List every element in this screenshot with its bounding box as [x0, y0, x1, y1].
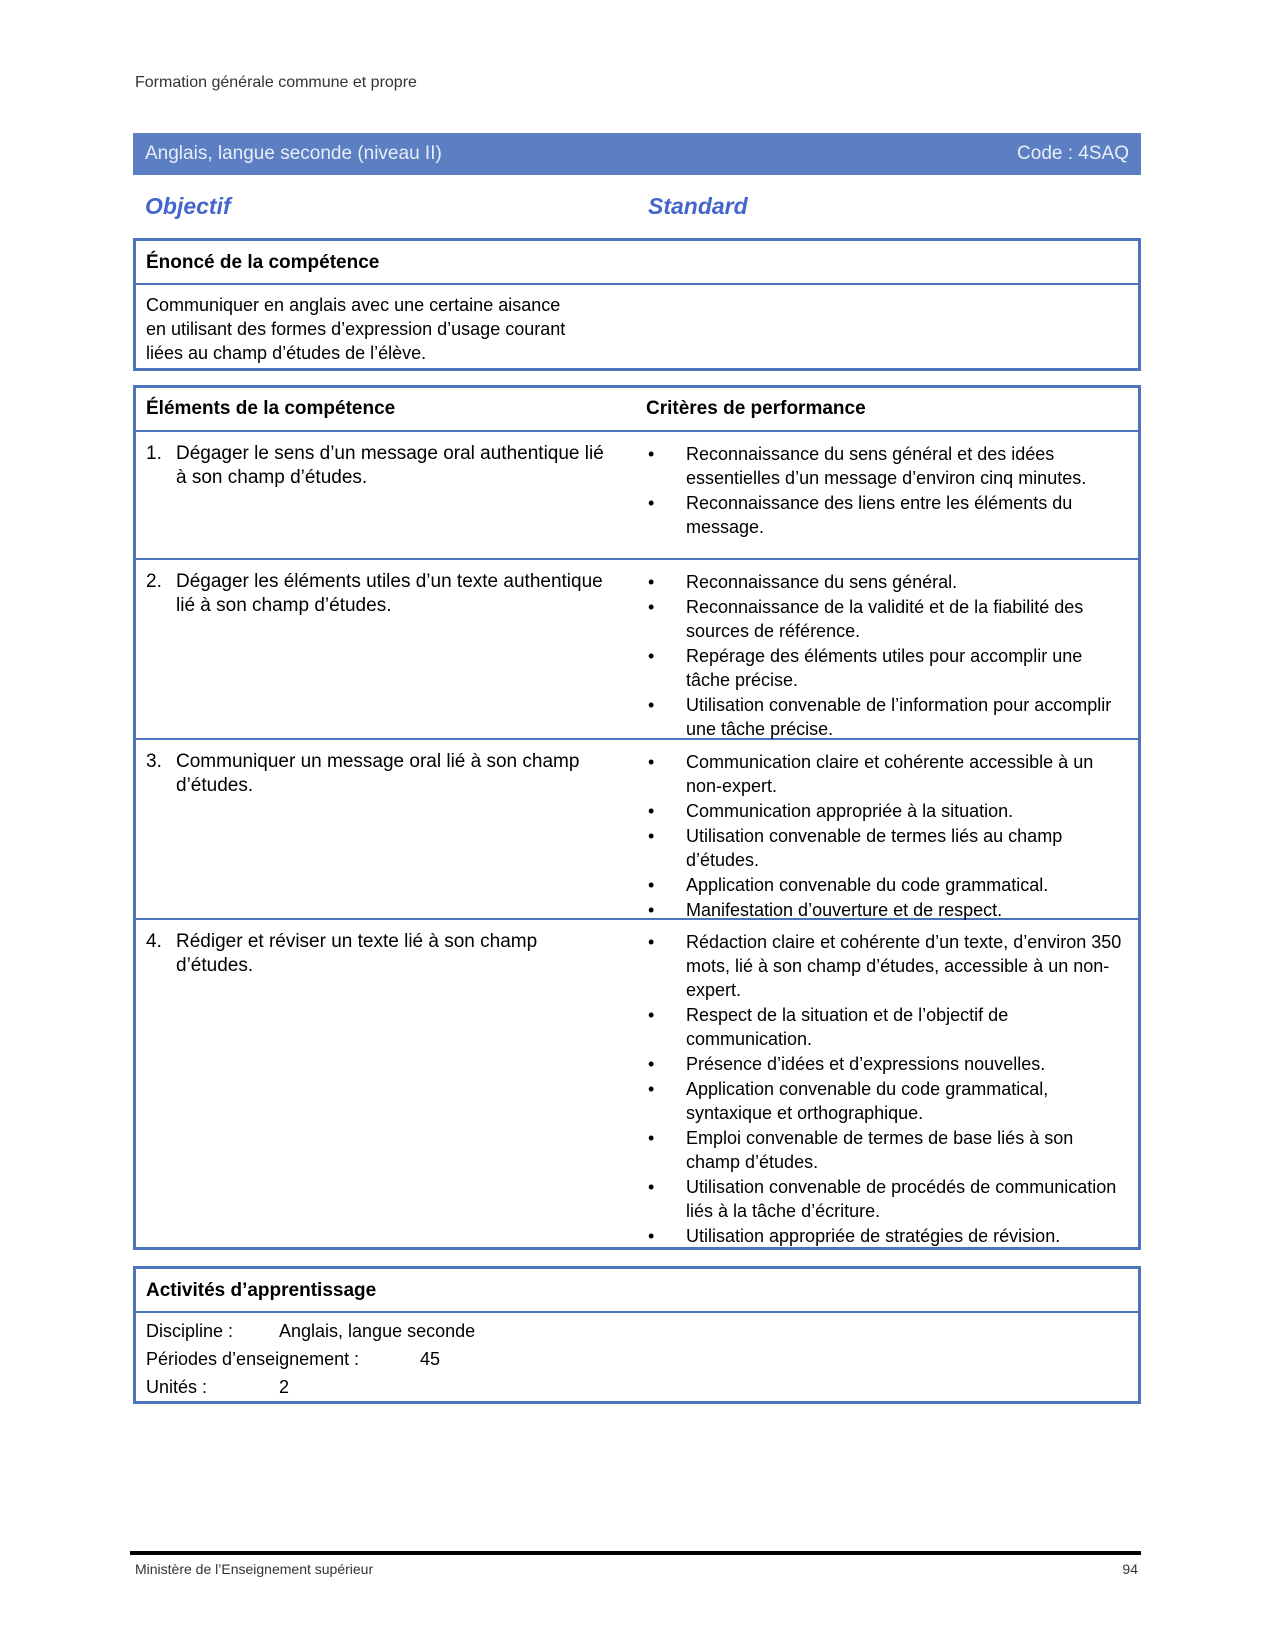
standard-heading: Standard — [648, 193, 748, 219]
unites-value: 2 — [279, 1377, 290, 1397]
criterion: Reconnaissance des liens entre les éléments du message. — [686, 493, 1073, 537]
enonce-heading: Énoncé de la compétence — [136, 241, 1138, 285]
unites-label: Unités : — [146, 1377, 208, 1397]
element-text: Dégager le sens d’un message oral authentique lié à son champ d’études. — [176, 443, 604, 488]
criterion: Manifestation d’ouverture et de respect. — [686, 900, 1003, 920]
criteria-list — [646, 930, 1126, 1246]
criteria-list — [646, 570, 1126, 739]
bullet-icon: • — [648, 900, 655, 920]
criterion: Repérage des éléments utiles pour accomplir une tâche précise. — [686, 646, 1083, 690]
bullet-icon: • — [648, 1079, 655, 1099]
criteria-list — [646, 442, 1126, 554]
periodes-label: Périodes d’enseignement : — [146, 1349, 360, 1369]
element-text: Rédiger et réviser un texte lié à son champ d’études. — [176, 931, 538, 976]
objective-standard-headings — [145, 193, 775, 220]
enonce-body — [136, 285, 1138, 373]
course-title: Anglais, langue seconde (niveau II) — [145, 143, 442, 164]
criterion: Communication appropriée à la situation. — [686, 801, 1014, 821]
unites-row — [146, 1373, 1128, 1401]
bullet-icon: • — [648, 695, 655, 715]
discipline-label: Discipline : — [146, 1321, 234, 1341]
criterion: Reconnaissance du sens général et des idées essentielles d’un message d’environ cinq minutes. — [686, 444, 1087, 488]
criterion: Utilisation convenable de termes liés au champ d’études. — [686, 826, 1063, 870]
footer-rule — [130, 1551, 1141, 1555]
element-row-1 — [136, 432, 1138, 560]
bullet-icon: • — [648, 932, 655, 952]
page-footer — [135, 1561, 1138, 1577]
course-title-band — [133, 133, 1141, 175]
discipline-row — [146, 1317, 1128, 1345]
bullet-icon: • — [648, 1226, 655, 1246]
bullet-icon: • — [648, 493, 655, 513]
bullet-icon: • — [648, 444, 655, 464]
bullet-icon: • — [648, 752, 655, 772]
bullet-icon: • — [648, 1177, 655, 1197]
elements-table-header — [136, 388, 1138, 432]
element-number: 4. — [146, 931, 162, 952]
enonce-line: en utilisant des formes d’expression d’usage courant — [146, 319, 566, 339]
criterion: Utilisation convenable de procédés de communication liés à la tâche d’écriture. — [686, 1177, 1117, 1221]
element-number: 3. — [146, 751, 162, 772]
criterion: Emploi convenable de termes de base liés à son champ d’études. — [686, 1128, 1074, 1172]
element-text: Communiquer un message oral lié à son champ d’études. — [176, 751, 580, 796]
periodes-value: 45 — [420, 1349, 441, 1369]
enonce-line: Communiquer en anglais avec une certaine aisance — [146, 295, 561, 315]
criterion: Reconnaissance du sens général. — [686, 572, 958, 592]
activites-heading: Activités d’apprentissage — [136, 1269, 1138, 1313]
bullet-icon: • — [648, 875, 655, 895]
course-code: Code : 4SAQ — [1017, 143, 1129, 164]
page-number: 94 — [1122, 1561, 1138, 1577]
criterion: Utilisation appropriée de stratégies de révision. — [686, 1226, 1061, 1246]
bullet-icon: • — [648, 597, 655, 617]
element-number: 2. — [146, 571, 162, 592]
elements-table — [133, 385, 1141, 1250]
criterion: Reconnaissance de la validité et de la fiabilité des sources de référence. — [686, 597, 1084, 641]
criteria-list — [646, 750, 1126, 920]
page-header: Formation générale commune et propre — [135, 74, 417, 91]
bullet-icon: • — [648, 1128, 655, 1148]
bullet-icon: • — [648, 572, 655, 592]
activites-body — [136, 1313, 1138, 1405]
bullet-icon: • — [648, 826, 655, 846]
criteria-heading: Critères de performance — [646, 398, 866, 419]
enonce-section — [133, 238, 1141, 371]
element-row-4 — [136, 920, 1138, 1250]
element-number: 1. — [146, 443, 162, 464]
criterion: Application convenable du code grammatical, syntaxique et orthographique. — [686, 1079, 1049, 1123]
element-row-2 — [136, 560, 1138, 740]
bullet-icon: • — [648, 646, 655, 666]
footer-ministry: Ministère de l’Enseignement supérieur — [135, 1561, 374, 1577]
element-text: Dégager les éléments utiles d’un texte authentique lié à son champ d’études. — [176, 571, 603, 616]
criterion: Rédaction claire et cohérente d’un texte, d’environ 350 mots, lié à son champ d’études, accessible à un non-expert. — [686, 932, 1122, 1000]
criterion: Respect de la situation et de l’objectif de communication. — [686, 1005, 1009, 1049]
discipline-value: Anglais, langue seconde — [279, 1321, 476, 1341]
criterion: Utilisation convenable de l’information pour accomplir une tâche précise. — [686, 695, 1112, 739]
criterion: Communication claire et cohérente accessible à un non-expert. — [686, 752, 1094, 796]
element-row-3 — [136, 740, 1138, 920]
periodes-row — [146, 1345, 1128, 1373]
objectif-heading: Objectif — [145, 193, 231, 219]
activites-section — [133, 1266, 1141, 1404]
bullet-icon: • — [648, 1054, 655, 1074]
bullet-icon: • — [648, 1005, 655, 1025]
criterion: Présence d’idées et d’expressions nouvelles. — [686, 1054, 1046, 1074]
criterion: Application convenable du code grammatical. — [686, 875, 1049, 895]
elements-heading: Éléments de la compétence — [146, 398, 396, 419]
enonce-line: liées au champ d’études de l’élève. — [146, 343, 427, 363]
bullet-icon: • — [648, 801, 655, 821]
